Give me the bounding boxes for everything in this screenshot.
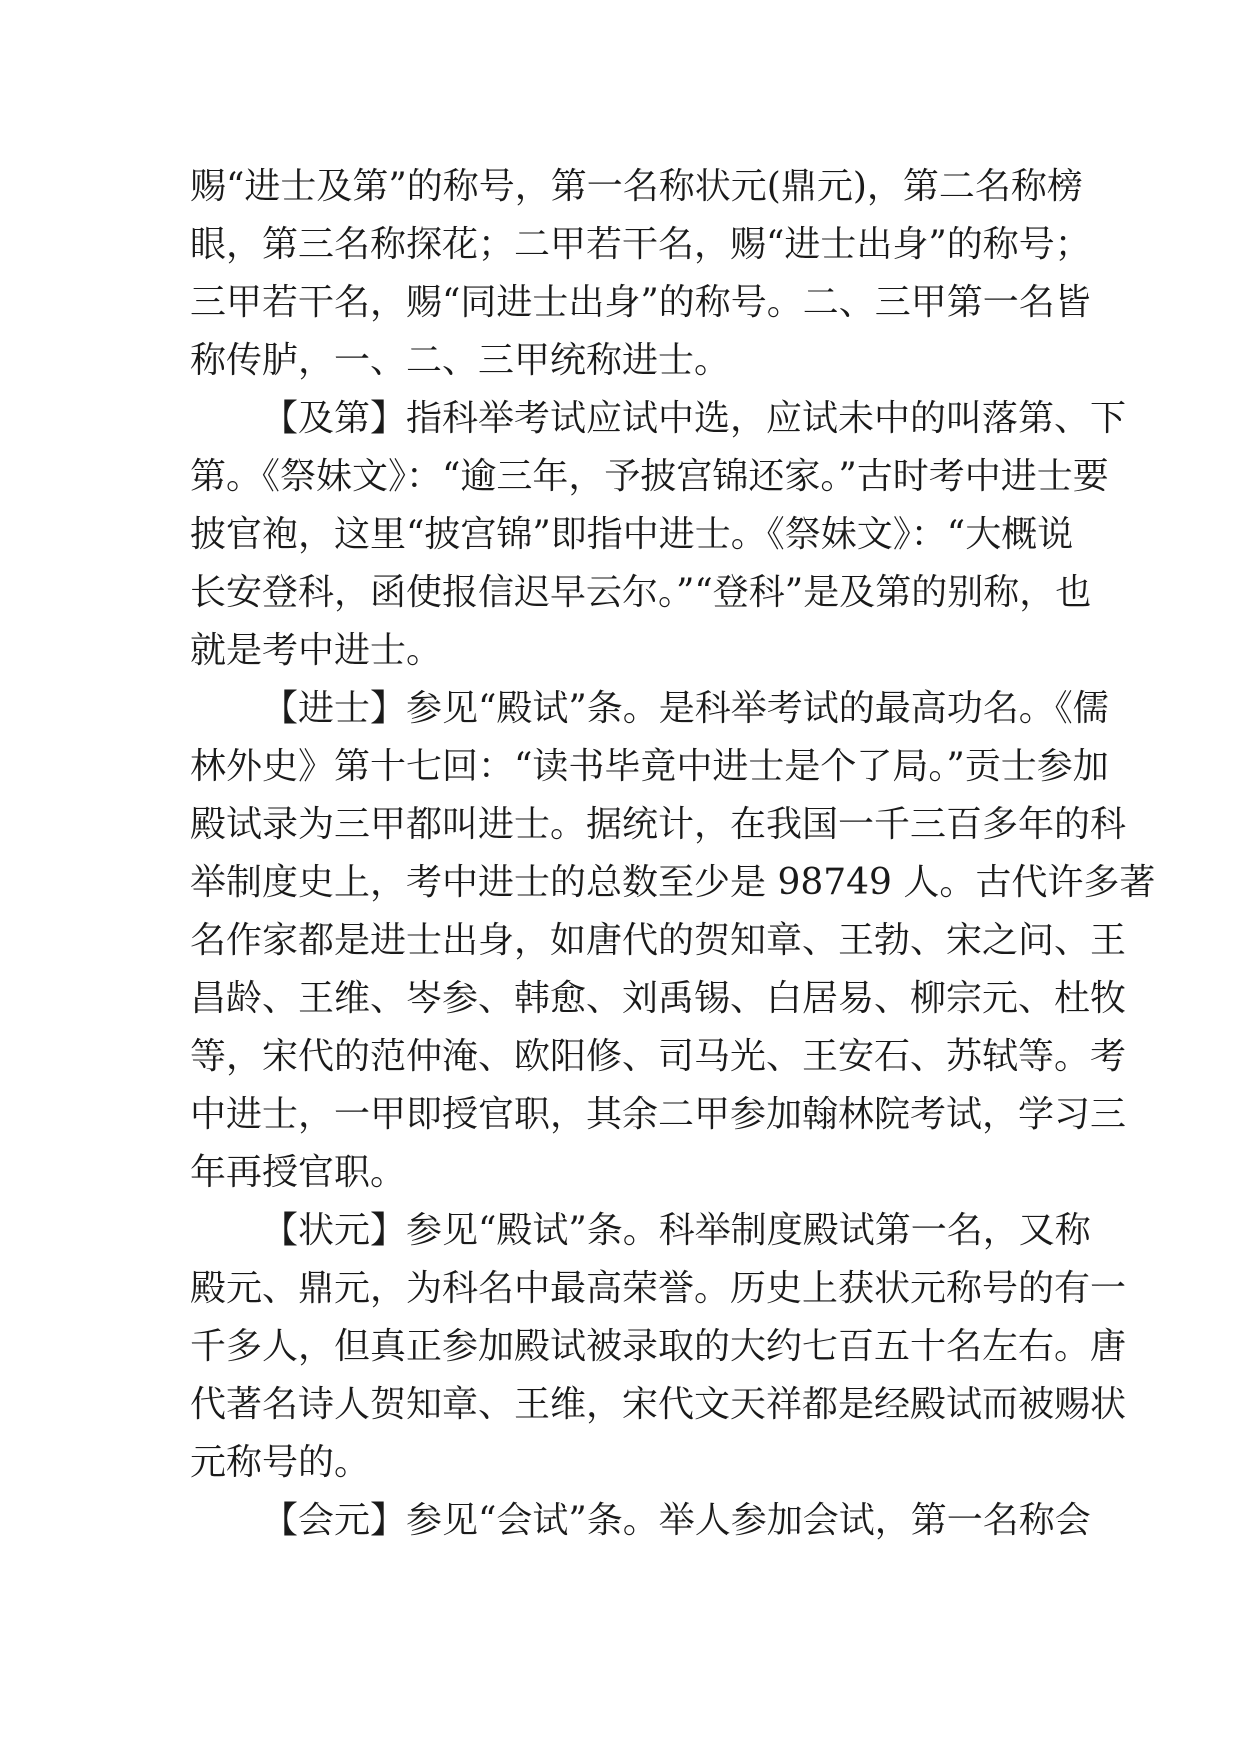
text-line: 称传胪，一、二、三甲统称进士。 (190, 340, 731, 381)
text-line: 举制度史上，考中进士的总数至少是 98749 人。古代许多著 (190, 862, 1156, 903)
text-line: 名作家都是进士出身，如唐代的贺知章、王勃、宋之问、王 (190, 920, 1127, 961)
text-line: 殿元、鼎元，为科名中最高荣誉。历史上获状元称号的有一 (190, 1268, 1127, 1309)
text-line: 三甲若干名，赐“同进士出身”的称号。二、三甲第一名皆 (190, 282, 1091, 323)
text-line: 昌龄、王维、岑参、韩愈、刘禹锡、白居易、柳宗元、杜牧 (190, 978, 1127, 1019)
text-line: 林外史》第十七回：“读书毕竟中进士是个了局。”贡士参加 (190, 746, 1109, 787)
text-line: 长安登科，函使报信迟早云尔。”“登科”是及第的别称，也 (190, 572, 1092, 613)
text-line: 眼，第三名称探花；二甲若干名，赐“进士出身”的称号； (190, 224, 1091, 265)
entry-heading-line: 【及第】指科举考试应试中选，应试未中的叫落第、下 (262, 398, 1127, 439)
text-line: 赐“进士及第”的称号，第一名称状元(鼎元)，第二名称榜 (190, 166, 1083, 207)
text-line: 元称号的。 (190, 1442, 371, 1483)
text-line: 就是考中进士。 (190, 630, 443, 671)
text-line: 等，宋代的范仲淹、欧阳修、司马光、王安石、苏轼等。考 (190, 1036, 1127, 1077)
entry-heading-line: 【状元】参见“殿试”条。科举制度殿试第一名，又称 (262, 1210, 1091, 1251)
text-line: 殿试录为三甲都叫进士。据统计，在我国一千三百多年的科 (190, 804, 1127, 845)
text-line: 代著名诗人贺知章、王维，宋代文天祥都是经殿试而被赐状 (190, 1384, 1127, 1425)
text-line: 千多人，但真正参加殿试被录取的大约七百五十名左右。唐 (190, 1326, 1127, 1367)
text-line: 第。《祭妹文》：“逾三年，予披宫锦还家。”古时考中进士要 (190, 456, 1109, 497)
text-line: 年再授官职。 (190, 1152, 407, 1193)
entry-heading-line: 【进士】参见“殿试”条。是科举考试的最高功名。《儒 (262, 688, 1109, 729)
text-line: 披官袍，这里“披宫锦”即指中进士。《祭妹文》：“大概说 (190, 514, 1074, 555)
text-line: 中进士，一甲即授官职，其余二甲参加翰林院考试，学习三 (190, 1094, 1127, 1135)
entry-heading-line: 【会元】参见“会试”条。举人参加会试，第一名称会 (262, 1500, 1091, 1541)
